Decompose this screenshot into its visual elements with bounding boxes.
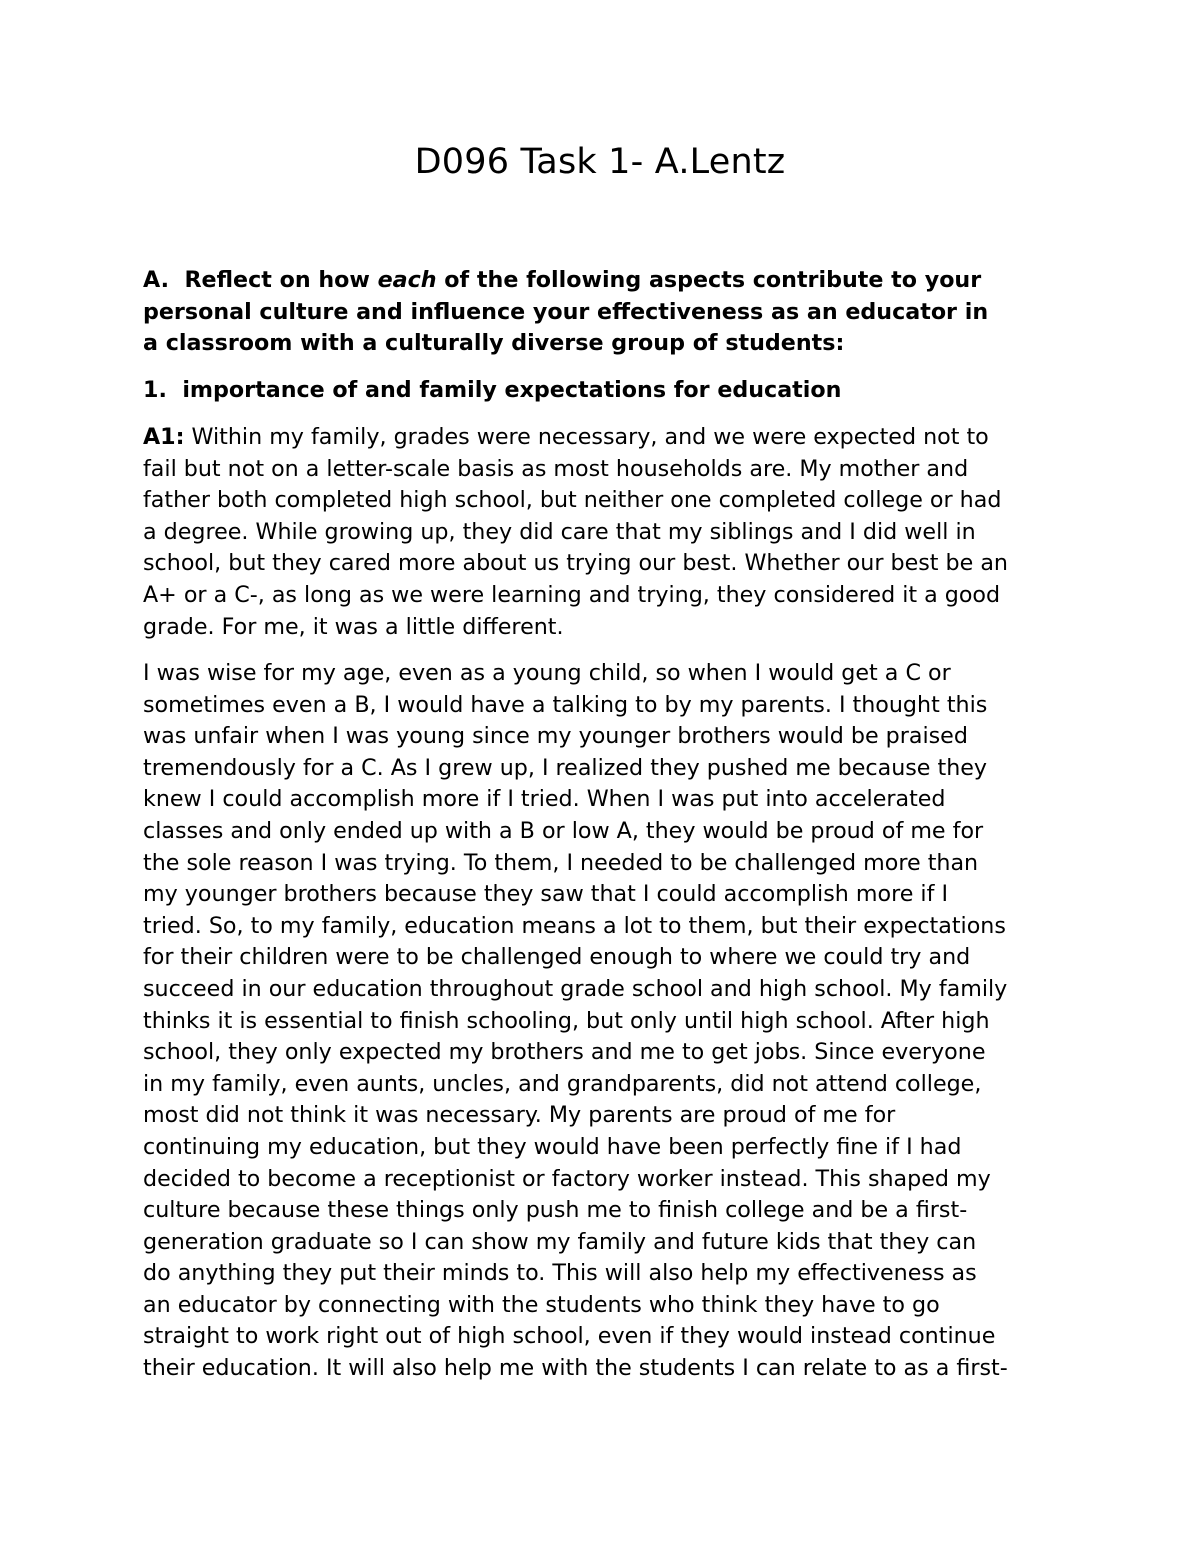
section-heading-text: importance of and family expectations for education bbox=[182, 377, 842, 403]
paragraph-line: most did not think it was necessary. My parents are proud of me for bbox=[143, 1102, 896, 1129]
answer-paragraph-1 bbox=[143, 422, 1068, 643]
paragraph-line: A+ or a C-, as long as we were learning and trying, they considered it a good bbox=[143, 581, 1001, 608]
answer-tag: A1: bbox=[143, 424, 185, 450]
paragraph-line: tremendously for a C. As I grew up, I realized they pushed me because they bbox=[143, 754, 988, 781]
paragraph-line: grade. For me, it was a little different. bbox=[143, 613, 564, 640]
document-title: D096 Task 1- A.Lentz bbox=[414, 142, 786, 182]
paragraph-line: thinks it is essential to finish schooling, but only until high school. After high bbox=[143, 1007, 990, 1034]
paragraph-line: my younger brothers because they saw that I could accomplish more if I bbox=[143, 881, 948, 908]
paragraph-line: continuing my education, but they would have been perfectly fine if I had bbox=[143, 1133, 962, 1160]
paragraph-line bbox=[143, 422, 1068, 454]
paragraph-line: culture because these things only push me to finish college and be a first- bbox=[143, 1197, 968, 1224]
prompt-line-3: a classroom with a culturally diverse group of students: bbox=[143, 330, 845, 357]
section-heading bbox=[143, 375, 1058, 407]
answer-paragraph-2 bbox=[143, 658, 1068, 1385]
paragraph-line: decided to become a receptionist or factory worker instead. This shaped my bbox=[143, 1165, 991, 1192]
paragraph-line-text: Within my family, grades were necessary, and we were expected not to bbox=[184, 424, 989, 450]
paragraph-line: for their children were to be challenged enough to where we could try and bbox=[143, 944, 971, 971]
paragraph-line: classes and only ended up with a B or low A, they would be proud of me for bbox=[143, 817, 984, 844]
paragraph-line: tried. So, to my family, education means a lot to them, but their expectations bbox=[143, 912, 1006, 939]
prompt-question bbox=[143, 265, 1058, 360]
paragraph-line: a degree. While growing up, they did care that my siblings and I did well in bbox=[143, 518, 976, 545]
paragraph-line: the sole reason I was trying. To them, I needed to be challenged more than bbox=[143, 849, 979, 876]
prompt-line-2: personal culture and influence your effectiveness as an educator in bbox=[143, 298, 989, 325]
paragraph-line: school, but they cared more about us trying our best. Whether our best be an bbox=[143, 550, 1008, 577]
paragraph-line: knew I could accomplish more if I tried. When I was put into accelerated bbox=[143, 786, 946, 813]
paragraph-line: in my family, even aunts, uncles, and grandparents, did not attend college, bbox=[143, 1070, 982, 1097]
paragraph-line: I was wise for my age, even as a young child, so when I would get a C or bbox=[143, 660, 951, 686]
prompt-line-1 bbox=[143, 265, 1058, 297]
section-number: 1. bbox=[143, 377, 167, 403]
paragraph-line: an educator by connecting with the students who think they have to go bbox=[143, 1291, 940, 1318]
paragraph-line: sometimes even a B, I would have a talking to by my parents. I thought this bbox=[143, 691, 988, 718]
prompt-emphasis: each bbox=[377, 267, 437, 293]
paragraph-line: fail but not on a letter-scale basis as most households are. My mother and bbox=[143, 455, 969, 482]
paragraph-line: school, they only expected my brothers and me to get jobs. Since everyone bbox=[143, 1039, 986, 1066]
prompt-text-end: of the following aspects contribute to your bbox=[436, 267, 982, 293]
paragraph-line: their education. It will also help me with the students I can relate to as a first- bbox=[143, 1355, 1008, 1382]
prompt-marker: A. bbox=[143, 267, 170, 293]
paragraph-line: was unfair when I was young since my younger brothers would be praised bbox=[143, 723, 968, 750]
paragraph-line: father both completed high school, but neither one completed college or had bbox=[143, 487, 1002, 514]
paragraph-line: do anything they put their minds to. This will also help my effectiveness as bbox=[143, 1260, 977, 1287]
paragraph-line: succeed in our education throughout grade school and high school. My family bbox=[143, 975, 1008, 1002]
prompt-text-start: Reflect on how bbox=[184, 267, 378, 293]
paragraph-line: generation graduate so I can show my family and future kids that they can bbox=[143, 1228, 977, 1255]
paragraph-line: straight to work right out of high school, even if they would instead continue bbox=[143, 1323, 996, 1350]
